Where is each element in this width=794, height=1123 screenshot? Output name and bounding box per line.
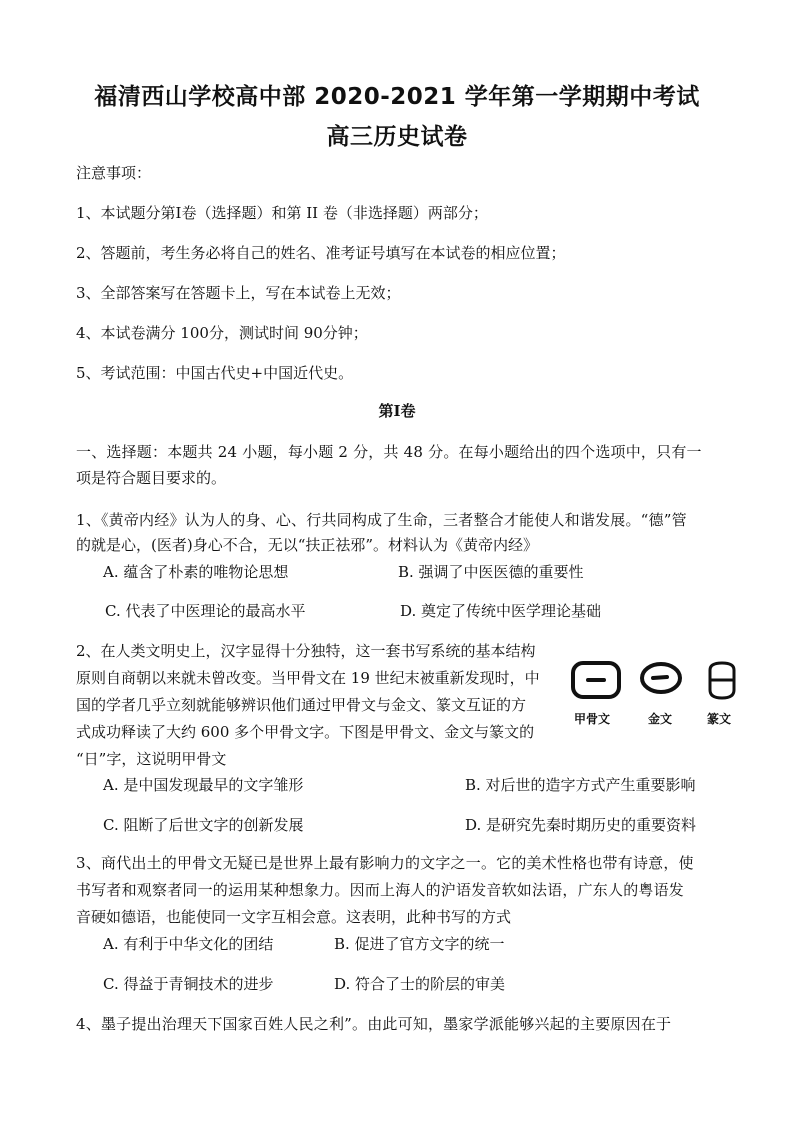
q3-stem-line-3: 音硬如德语，也能使同一文字互相会意。这表明，此种书写的方式: [76, 908, 512, 926]
q1-stem-line-2: 的就是心，(医者)身心不合，无以“扶正祛邪”。材料认为《黄帝内经》: [76, 536, 539, 554]
q1-option-b[interactable]: B. 强调了中医医德的重要性: [398, 563, 584, 581]
q3-option-b[interactable]: B. 促进了官方文字的统一: [334, 935, 505, 953]
section-instructions-line-1: 一、选择题：本题共 24 小题，每小题 2 分，共 48 分。在每小题给出的四个选项中，只有一: [76, 443, 702, 461]
figure-label-seal: 篆文: [707, 712, 732, 726]
q3-stem-line-1: 3、商代出土的甲骨文无疑已是世界上最有影响力的文字之一。它的美术性格也带有诗意，使: [76, 854, 694, 872]
q4-stem-line-1: 4、墨子提出治理天下国家百姓人民之利”。由此可知，墨家学派能够兴起的主要原因在于: [76, 1015, 672, 1033]
q1-option-c[interactable]: C. 代表了中医理论的最高水平: [105, 602, 306, 620]
q2-option-d[interactable]: D. 是研究先秦时期历史的重要资料: [465, 816, 697, 834]
q1-stem-line-1: 1、《黄帝内经》认为人的身、心、行共同构成了生命，三者整合才能使人和谐发展。“德”管: [76, 511, 687, 529]
notes-heading: 注意事项：: [76, 164, 152, 182]
q2-stem-line-2: 原则自商朝以来就未曾改变。当甲骨文在 19 世纪末被重新发现时，中: [76, 669, 540, 687]
section-instructions-line-2: 项是符合题目要求的。: [76, 469, 227, 487]
q3-option-a[interactable]: A. 有利于中华文化的团结: [103, 935, 274, 953]
oracle-bone-ri-glyph: [570, 660, 622, 700]
figure-label-bronze: 金文: [648, 712, 673, 726]
q3-stem-line-2: 书写者和观察者同一的运用某种想象力。因而上海人的沪语发音软如法语，广东人的粤语发: [76, 881, 685, 899]
note-item-4: 4、本试卷满分 100分，测试时间 90分钟；: [76, 324, 368, 342]
q2-stem-line-4: 式成功释读了大约 600 多个甲骨文字。下图是甲骨文、金文与篆文的: [76, 723, 535, 741]
q2-stem-line-1: 2、在人类文明史上，汉字显得十分独特，这一套书写系统的基本结构: [76, 642, 536, 660]
seal-script-ri-glyph: [704, 660, 740, 702]
note-item-2: 2、答题前，考生务必将自己的姓名、准考证号填写在本试卷的相应位置；: [76, 244, 566, 262]
figure-label-oracle-bone: 甲骨文: [574, 712, 611, 726]
q2-option-c[interactable]: C. 阻断了后世文字的创新发展: [103, 816, 304, 834]
note-item-1: 1、本试题分第Ⅰ卷（选择题）和第 II 卷（非选择题）两部分；: [76, 204, 488, 222]
q3-option-c[interactable]: C. 得益于青铜技术的进步: [103, 975, 274, 993]
q3-option-d[interactable]: D. 符合了士的阶层的审美: [334, 975, 506, 993]
q2-option-a[interactable]: A. 是中国发现最早的文字雏形: [103, 776, 304, 794]
exam-title: 福清西山学校高中部 2020-2021 学年第一学期期中考试: [94, 84, 700, 110]
q1-option-d[interactable]: D. 奠定了传统中医学理论基础: [400, 602, 602, 620]
q2-stem-line-3: 国的学者几乎立刻就能够辨识他们通过甲骨文与金文、篆文互证的方: [76, 696, 527, 714]
q2-stem-line-5: “日”字，这说明甲骨文: [76, 750, 227, 768]
q1-option-a[interactable]: A. 蕴含了朴素的唯物论思想: [103, 563, 289, 581]
bronze-ri-glyph: [638, 660, 684, 696]
section-title: 第Ⅰ卷: [378, 402, 416, 420]
note-item-3: 3、全部答案写在答题卡上，写在本试卷上无效；: [76, 284, 401, 302]
exam-subtitle: 高三历史试卷: [326, 124, 468, 150]
q2-option-b[interactable]: B. 对后世的造字方式产生重要影响: [465, 776, 696, 794]
note-item-5: 5、考试范围：中国古代史+中国近代史。: [76, 364, 354, 382]
ri-character-figure: [566, 660, 746, 732]
